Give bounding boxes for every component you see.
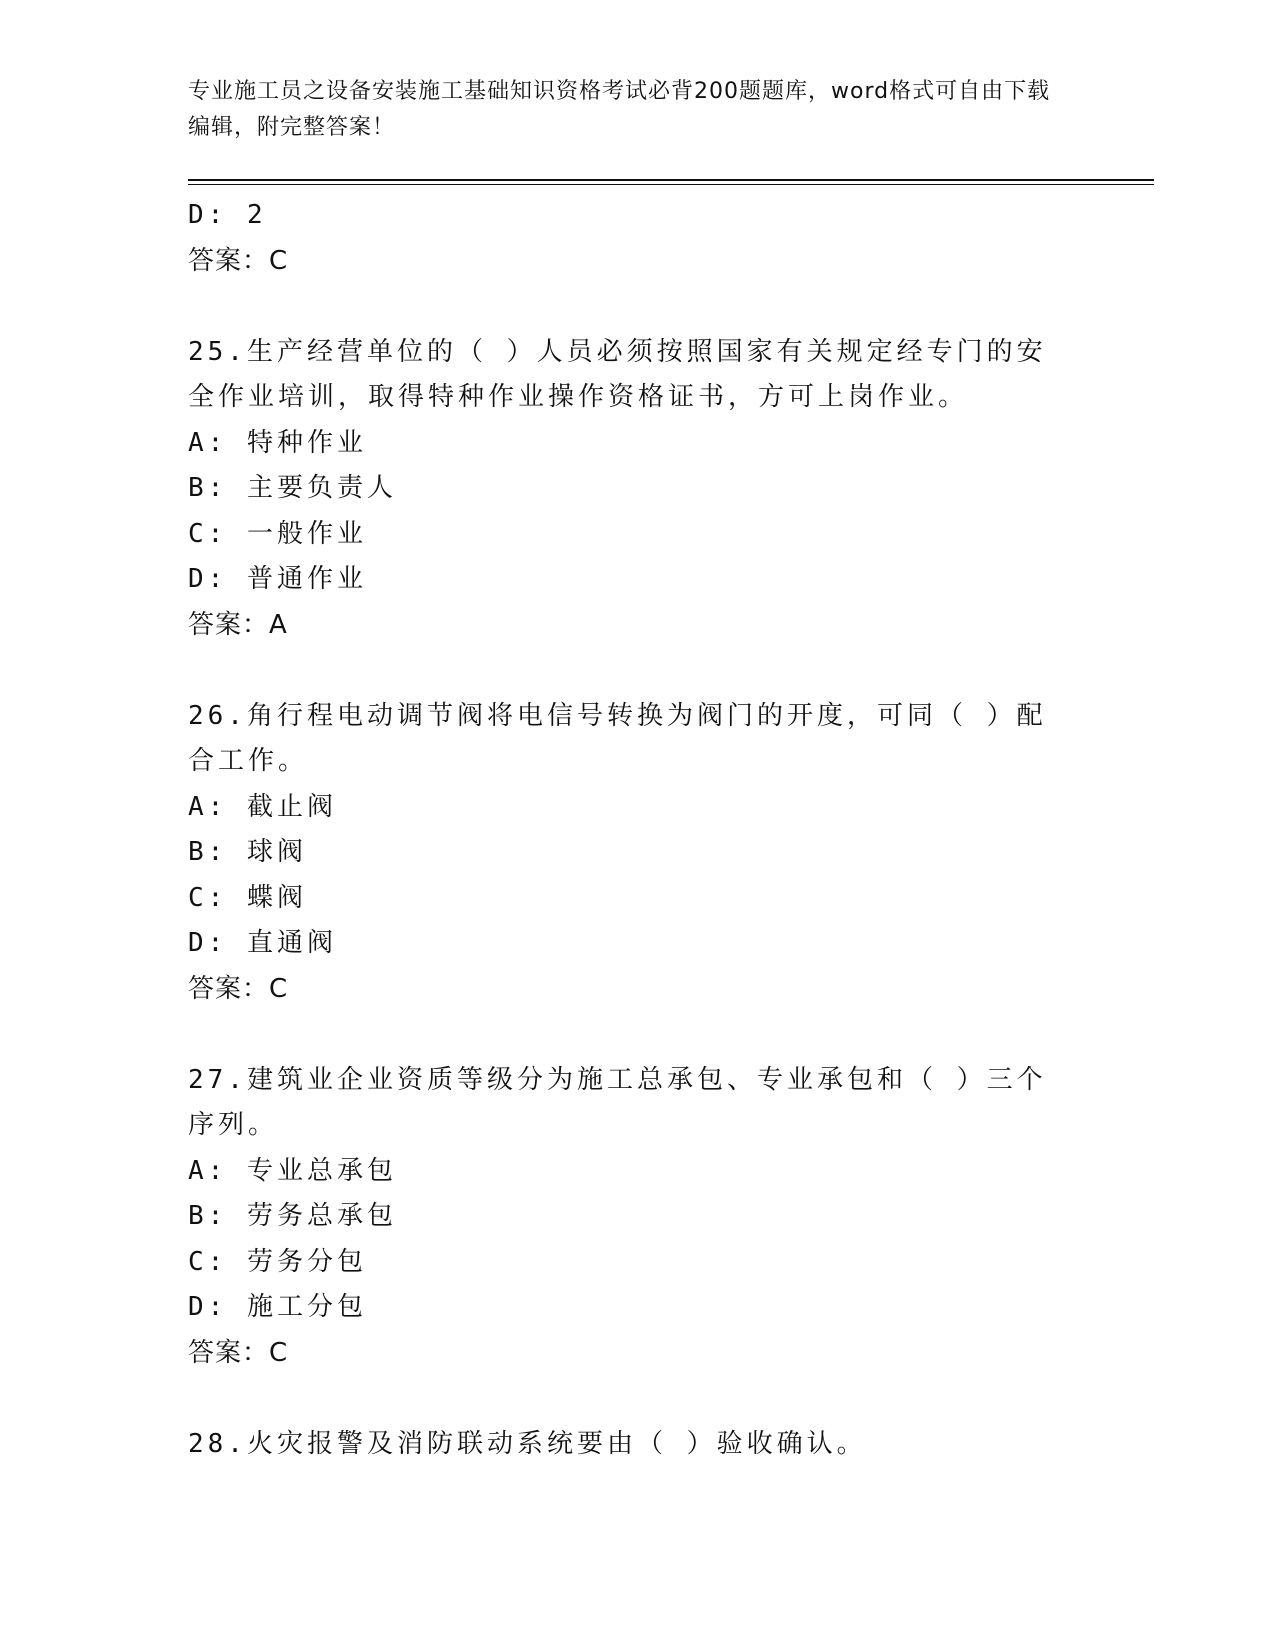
option-d: D: 2 [188, 200, 267, 230]
option-b: B: 主要负责人 [188, 473, 397, 503]
answer-line: 答案：C [188, 1337, 289, 1368]
question-content [188, 193, 1068, 1467]
answer-line: 答案：C [188, 245, 289, 276]
question-text: 25.生产经营单位的（ ）人员必须按照国家有关规定经专门的安全作业培训，取得特种作业操作资格证书，方可上岗作业。 [188, 336, 1047, 412]
question-28 [188, 1422, 1068, 1468]
question-text: 28.火灾报警及消防联动系统要由（ ）验收确认。 [188, 1428, 867, 1459]
option-b: B: 劳务总承包 [188, 1201, 397, 1231]
option-a: A: 专业总承包 [188, 1155, 397, 1186]
option-a: A: 截止阀 [188, 791, 337, 822]
option-b: B: 球阀 [188, 837, 307, 867]
question-text: 26.角行程电动调节阀将电信号转换为阀门的开度，可同（ ）配合工作。 [188, 700, 1047, 776]
header-rule-thick [188, 179, 1154, 181]
answer-line: 答案：C [188, 973, 289, 1004]
header-rule-thin [188, 184, 1154, 185]
option-a: A: 特种作业 [188, 427, 367, 458]
option-d: D: 直通阀 [188, 928, 337, 958]
question-26 [188, 694, 1068, 1013]
option-c: C: 劳务分包 [188, 1246, 367, 1277]
option-d: D: 施工分包 [188, 1292, 367, 1322]
question-25 [188, 330, 1068, 649]
answer-line: 答案：A [188, 609, 288, 640]
option-c: C: 一般作业 [188, 518, 367, 549]
question-text: 27.建筑业企业资质等级分为施工总承包、专业承包和（ ）三个序列。 [188, 1064, 1047, 1140]
option-c: C: 蝶阀 [188, 882, 307, 913]
option-d: D: 普通作业 [188, 564, 367, 594]
question-27 [188, 1058, 1068, 1377]
page-header: 专业施工员之设备安装施工基础知识资格考试必背200题题库，word格式可自由下载编辑，附完整答案！ [188, 79, 1051, 140]
